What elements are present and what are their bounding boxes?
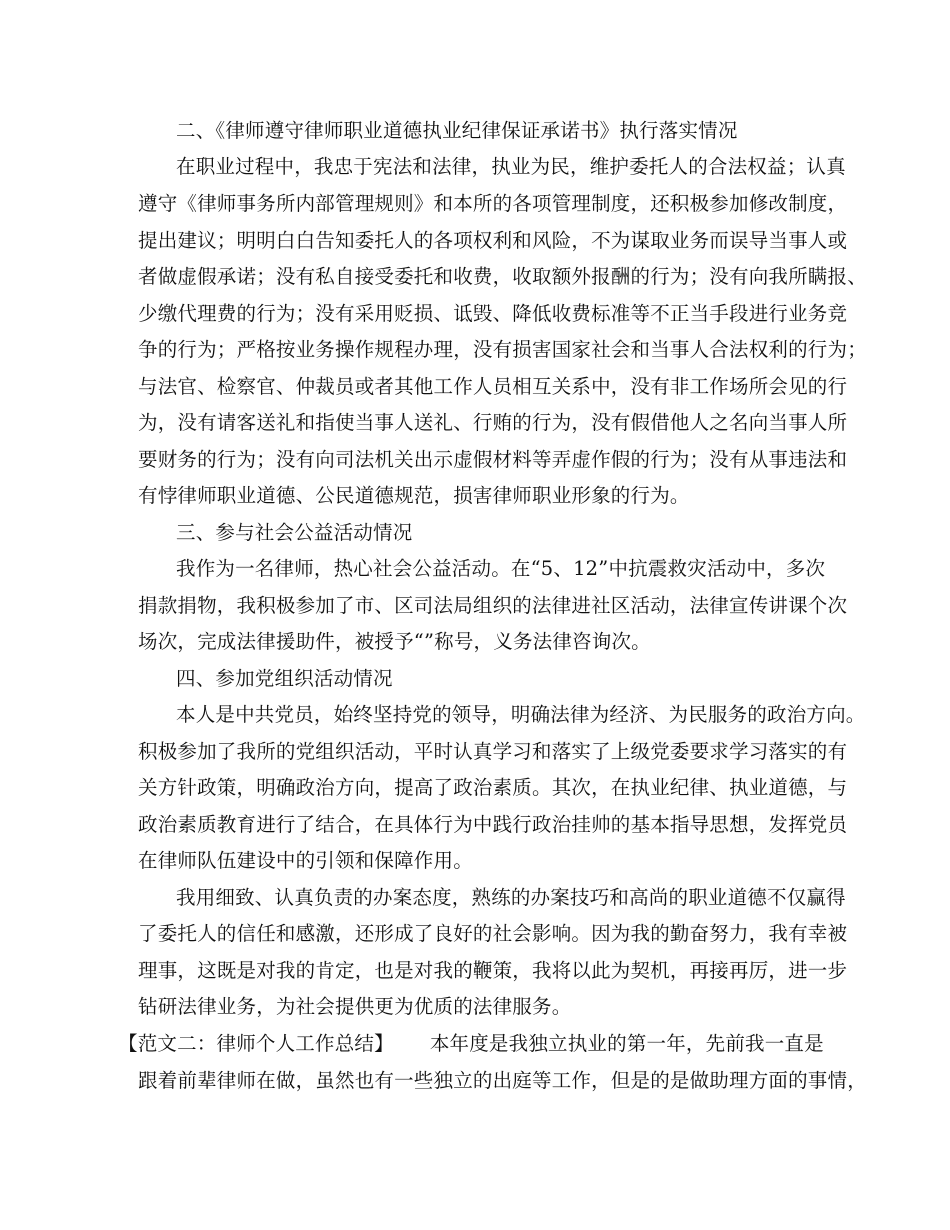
paragraph-line: 跟着前辈律师在做，虽然也有一些独立的出庭等工作，但是的是做助理方面的事情， [138,1069,867,1092]
paragraph-line: 积极参加了我所的党组织活动，平时认真学习和落实了上级党委要求学习落实的有 [138,740,848,763]
paragraph-line: 政治素质教育进行了结合，在具体行为中践行政治挂帅的基本指导思想，发挥党员 [138,813,848,836]
paragraph-line: 捐款捐物，我积极参加了市、区司法局组织的法律进社区活动，法律宣传讲课个次 [138,594,848,617]
paragraph-line: 少缴代理费的行为；没有采用贬损、诋毁、降低收费标准等不正当手段进行业务竞 [138,302,848,325]
paragraph-line: 钻研法律业务，为社会提供更为优质的法律服务。 [138,995,572,1018]
paragraph-line: 我用细致、认真负责的办案态度，熟练的办案技巧和高尚的职业道德不仅赢得 [176,886,846,909]
paragraph-line: 提出建议；明明白白告知委托人的各项权利和风险，不为谋取业务而误导当事人或 [138,229,848,252]
section-heading-2: 二、《律师遵守律师职业道德执业纪律保证承诺书》执行落实情况 [176,119,738,142]
paragraph-line: 了委托人的信任和感激，还形成了良好的社会影响。因为我的勤奋努力，我有幸被 [138,922,848,945]
paragraph-line: 关方针政策，明确政治方向，提高了政治素质。其次，在执业纪律、执业道德，与 [138,776,848,799]
paragraph-line: 与法官、检察官、仲裁员或者其他工作人员相互关系中，没有非工作场所会见的行 [138,375,848,398]
paragraph-line: 在职业过程中，我忠于宪法和法律，执业为民，维护委托人的合法权益；认真 [176,155,846,178]
section-heading-3: 三、参与社会公益活动情况 [176,521,413,544]
section-heading-4: 四、参加党组织活动情况 [176,667,393,690]
paragraph-line: 要财务的行为；没有向司法机关出示虚假材料等弄虚作假的行为；没有从事违法和 [138,448,848,471]
paragraph-line: 争的行为；严格按业务操作规程办理，没有损害国家社会和当事人合法权利的行为； [138,338,867,361]
paragraph-line: 遵守《律师事务所内部管理规则》和本所的各项管理制度，还积极参加修改制度， [138,192,848,215]
paragraph-line: 我作为一名律师，热心社会公益活动。在“5、12”中抗震救灾活动中，多次 [176,557,826,580]
paragraph-line: 在律师队伍建设中的引领和保障作用。 [138,849,473,872]
paragraph-line: 本人是中共党员，始终坚持党的领导，明确法律为经济、为民服务的政治方向。 [176,703,866,726]
sample-heading-line [118,1031,824,1057]
paragraph-line: 者做虚假承诺；没有私自接受委托和收费，收取额外报酬的行为；没有向我所瞒报、 [138,265,867,288]
paragraph-line: 为，没有请客送礼和指使当事人送礼、行贿的行为，没有假借他人之名向当事人所 [138,411,848,434]
sample-intro: 本年度是我独立执业的第一年，先前我一直是 [429,1032,824,1055]
sample-title: 【范文二：律师个人工作总结】 [118,1032,394,1055]
paragraph-line: 有悖律师职业道德、公民道德规范，损害律师职业形象的行为。 [138,484,690,507]
paragraph-line: 场次，完成法律援助件，被授予“”称号，义务法律咨询次。 [138,630,651,653]
paragraph-line: 理事，这既是对我的肯定，也是对我的鞭策，我将以此为契机，再接再厉，进一步 [138,959,848,982]
